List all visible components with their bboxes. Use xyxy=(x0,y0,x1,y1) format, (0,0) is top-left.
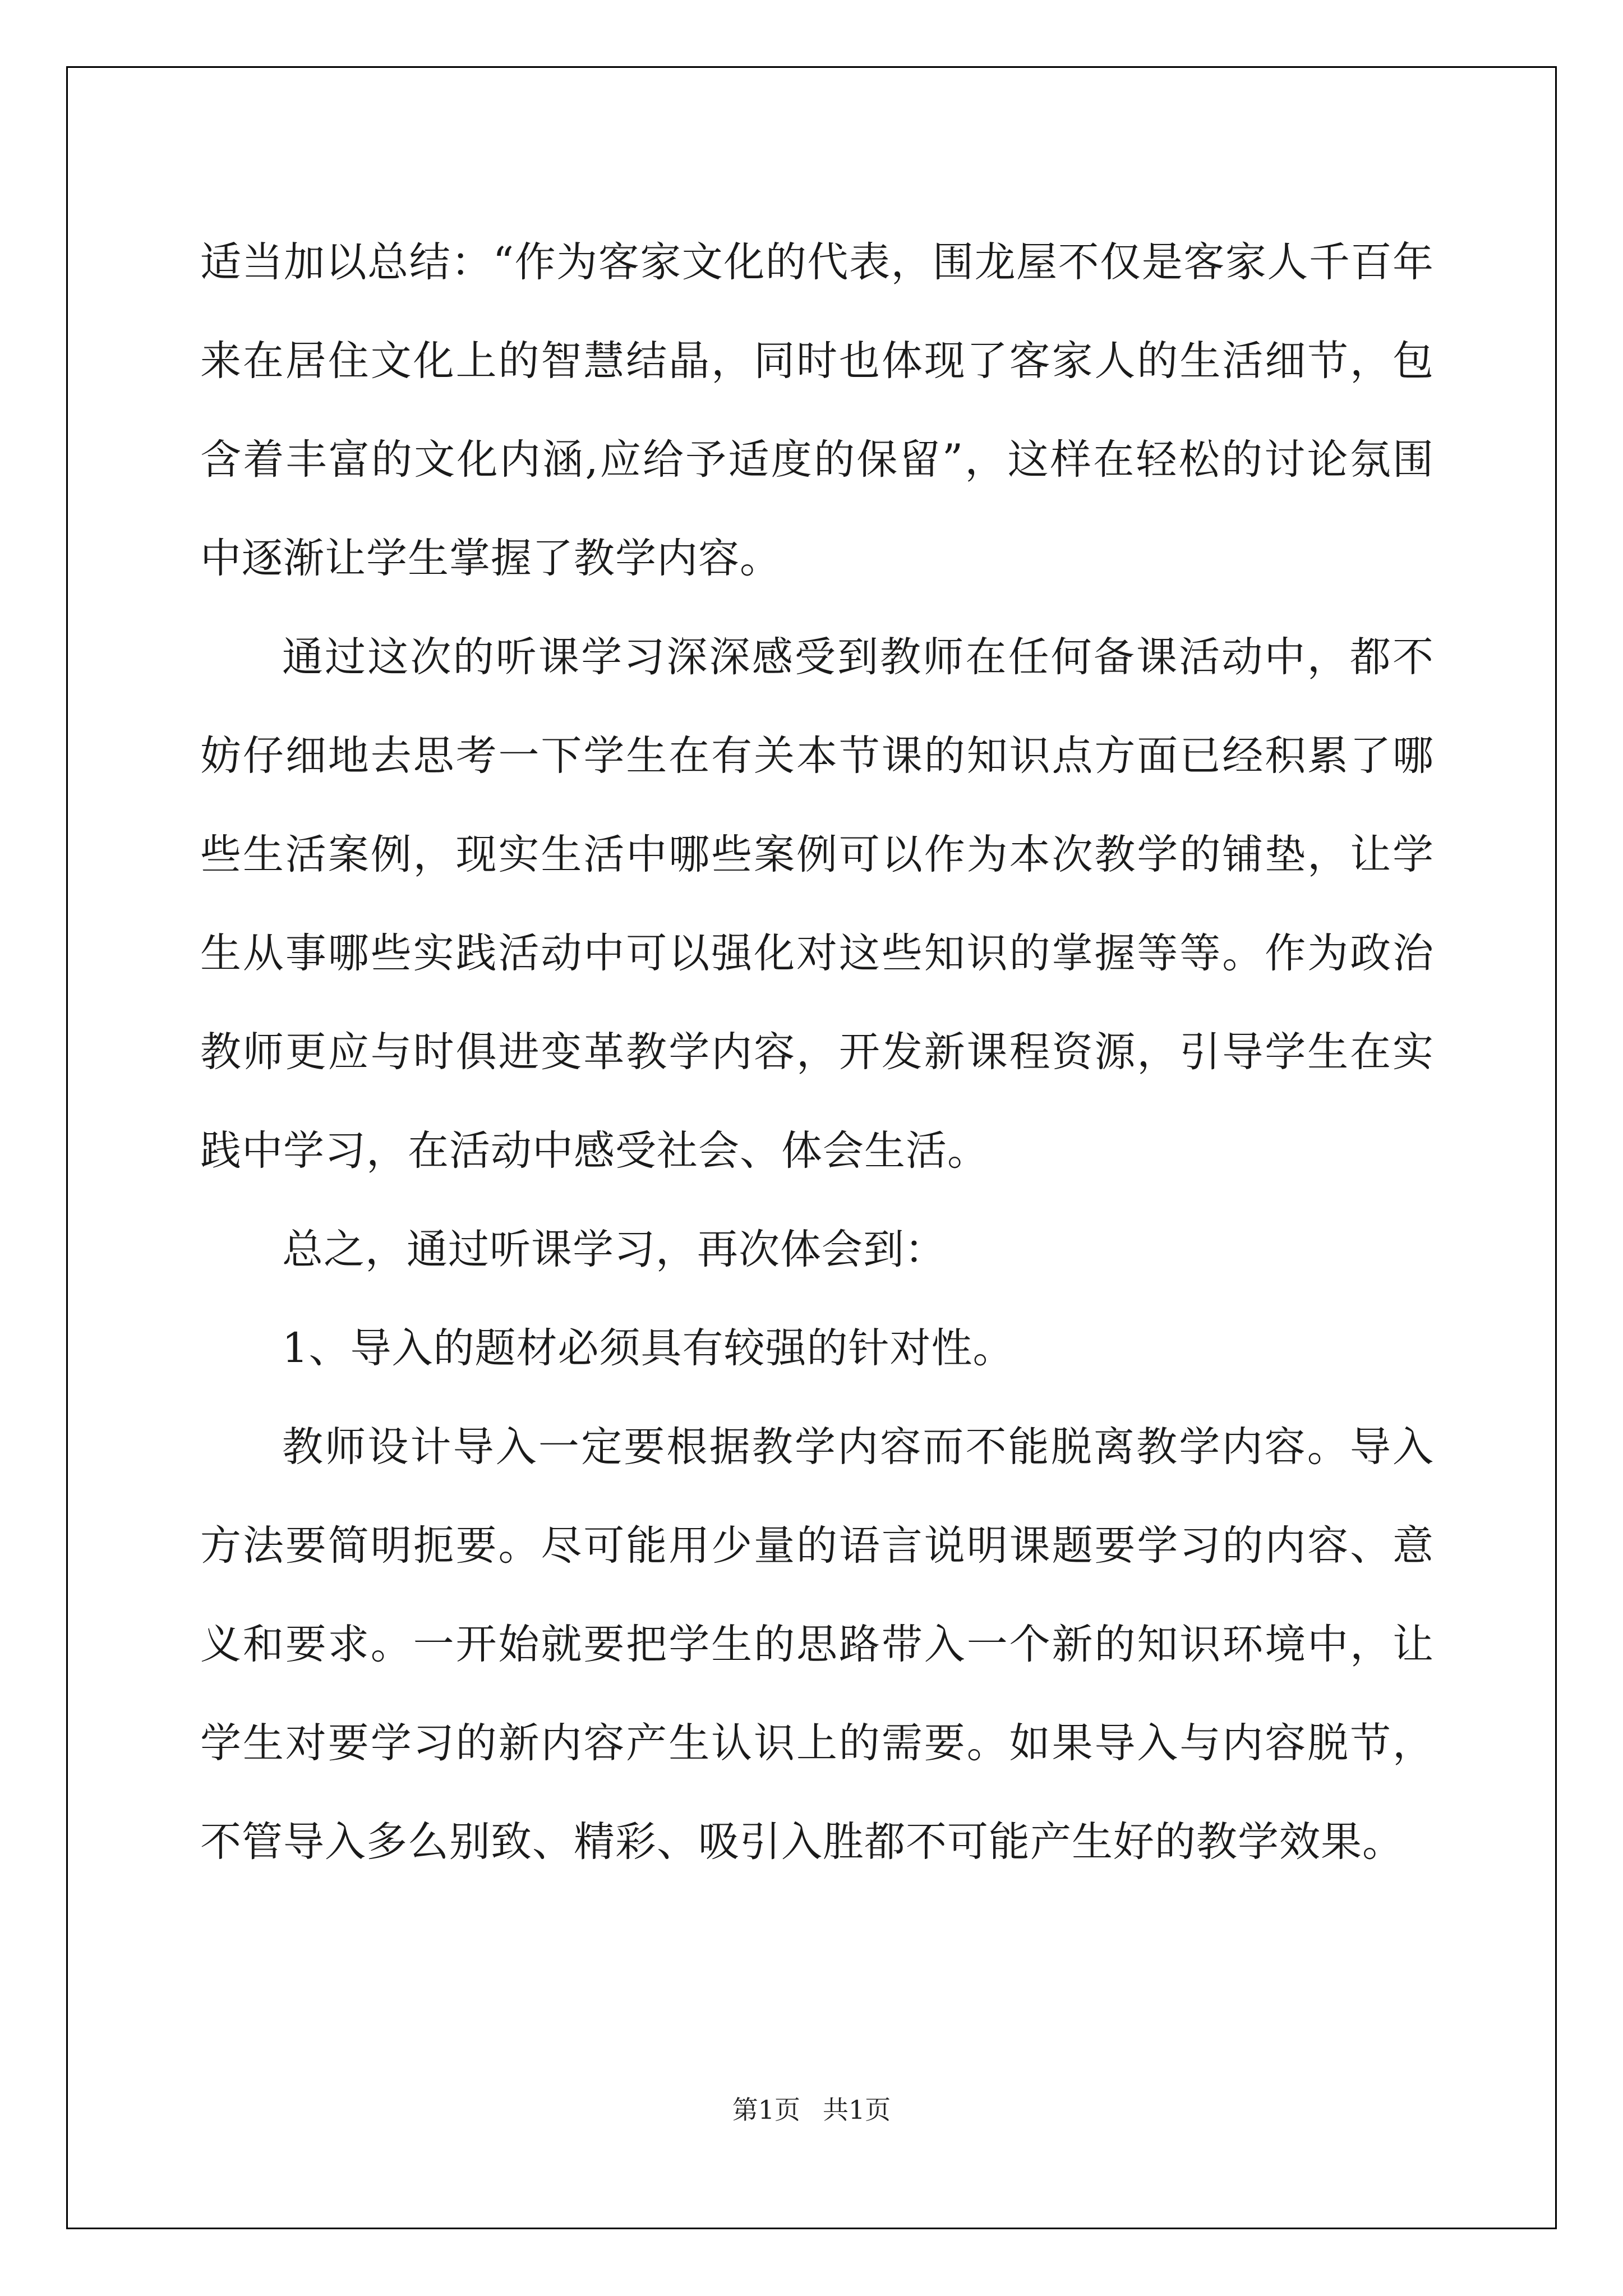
page-footer xyxy=(0,2090,1623,2127)
paragraph-5: 教师设计导入一定要根据教学内容而不能脱离教学内容。导入方法要简明扼要。尽可能用少量的语言说明课题要学习的内容、意义和要求。一开始就要把学生的思路带入一个新的知识环境中，让学生对要学习的新内容产生认识上的需要。如果导入与内容脱节，不管导入多么别致、精彩、吸引入胜都不可能产生好的教学效果。 xyxy=(200,1423,1434,1866)
page-number: 第1页 xyxy=(732,2095,800,2125)
paragraph-2: 通过这次的听课学习深深感受到教师在任何备课活动中，都不妨仔细地去思考一下学生在有关本节课的知识点方面已经积累了哪些生活案例，现实生活中哪些案例可以作为本次教学的铺垫，让学生从事哪些实践活动中可以强化对这些知识的掌握等等。作为政治教师更应与时俱进变革教学内容，开发新课程资源，引导学生在实践中学习，在活动中感受社会、体会生活。 xyxy=(200,633,1434,1175)
paragraph-1: 适当加以总结：“作为客家文化的代表，围龙屋不仅是客家人千百年来在居住文化上的智慧结晶，同时也体现了客家人的生活细节，包含着丰富的文化内涵,应给予适度的保留”，这样在轻松的讨论氛围中逐渐让学生掌握了教学内容。 xyxy=(200,238,1434,582)
document-body xyxy=(200,213,1434,1892)
page-total: 共1页 xyxy=(823,2095,891,2125)
paragraph-4: 1、导入的题材必须具有较强的针对性。 xyxy=(282,1324,1015,1372)
paragraph-3: 总之，通过听课学习，再次体会到： xyxy=(282,1226,946,1273)
